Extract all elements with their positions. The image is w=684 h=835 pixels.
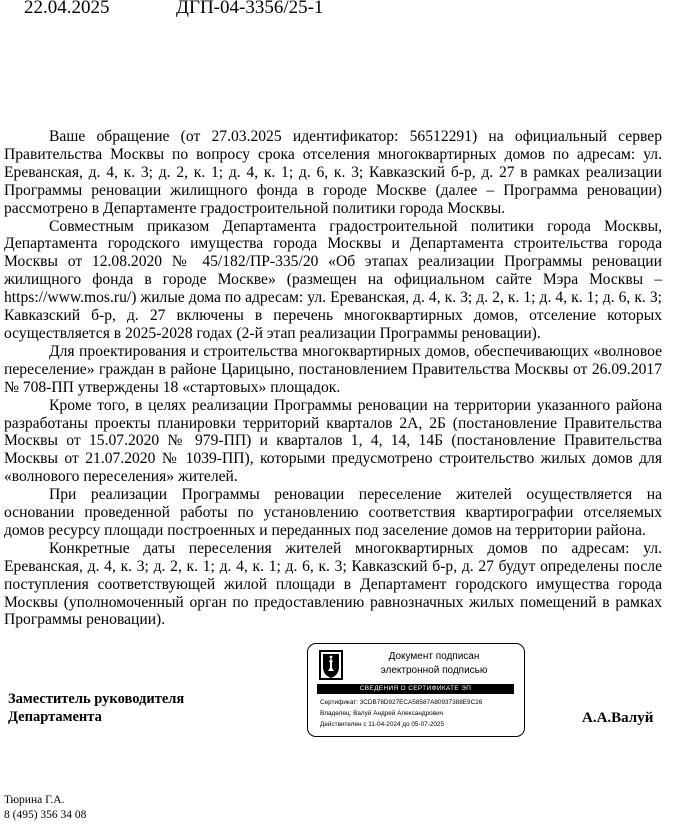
certificate-owner: Владелец: Валуй Андрей Александрович [320, 710, 443, 717]
executor-info [4, 793, 86, 822]
stamp-caption-line: Документ подписан [388, 651, 480, 662]
stamp-caption-line: электронной подписью [380, 665, 488, 676]
certificate-number: Сертификат: 3CDB78D927ECA58587A80937388E9C26 [320, 699, 483, 706]
document-header [24, 0, 324, 19]
certificate-validity: Действителен с 11-04-2024 до 05-07-2025 [320, 721, 445, 728]
electronic-signature-stamp [307, 643, 525, 737]
paragraph: При реализации Программы реновации переселение жителей осуществляется на основании проведенной работы по установлению соответствия квартирографии отселяемых домов ресурсу площади построенных и переданных под заселение домов на территории района. [4, 486, 662, 539]
executor-name: Тюрина Г.А. [4, 794, 65, 806]
signatory-name: А.А.Валуй [582, 710, 654, 726]
paragraph: Для проектирования и строительства многоквартирных домов, обеспечивающих «волновое переселение» граждан в районе Царицыно, постановлением Правительства Москвы от 26.09.2017 № 708-ПП утверждены 18 «стартовых» площадок. [4, 342, 662, 396]
paragraph: Конкретные даты переселения жителей многоквартирных домов по адресам: ул. Ереванская, д. 4, к. 3; д. 2, к. 1; д. 4, к. 1; д. 6, к. 3; Кавказский б-р, д. 27 будут определены после поступления соответствующей жилой площади в Департамент городского имущества города Москвы (уполномоченный орган по предоставлению равнозначных жилых помещений в рамках Программы реновации). [4, 539, 662, 629]
document-date: 22.04.2025 [24, 0, 110, 18]
signatory-title-line: Заместитель руководителя [8, 691, 185, 707]
signatory-title [8, 690, 184, 726]
document-number: ДГП-04-3356/25-1 [176, 0, 324, 18]
moscow-emblem-icon [319, 650, 343, 680]
paragraph: Ваше обращение (от 27.03.2025 идентификатор: 56512291) на официальный сервер Правительства Москвы по вопросу срока отселения многоквартирных домов по адресам: ул. Ереванская, д. 4, к. 3; д. 2, к. 1; д. 4, к. 1; д. 6, к. 3; Кавказский б-р, д. 27 в рамках реализации Программы реновации жилищного фонда в городе Москве (далее – Программа реновации) рассмотрено в Департаменте градостроительной политики города Москвы. [4, 128, 662, 217]
paragraph: Совместным приказом Департамента градостроительной политики города Москвы, Департамента городского имущества города Москвы и Департамента строительства города Москвы от 12.08.2020 № 45/182/ПР-335/20 «Об этапах реализации Программы реновации жилищного фонда в городе Москве» (размещен на официальном сайте Мэра Москвы – https://www.mos.ru/) жилые дома по адресам: ул. Ереванская, д. 4, к. 3; д. 2, к. 1; д. 4, к. 1; д. 6, к. 3; Кавказский б-р, д. 27 включены в перечень многоквартирных домов, отселение которых осуществляется в 2025-2028 годах (2-й этап реализации Программы реновации). [4, 217, 662, 342]
certificate-info-bar: СВЕДЕНИЯ О СЕРТИФИКАТЕ ЭП [317, 684, 514, 694]
paragraph: Кроме того, в целях реализации Программы реновации на территории указанного района разработаны проекты планировки территорий кварталов 2А, 2Б (постановление Правительства Москвы от 15.07.2020 № 979-ПП) и кварталов 1, 4, 14, 14Б (постановление Правительства Москвы от 21.07.2020 № 1039-ПП), которыми предусмотрено строительство жилых домов для «волнового переселения» жителей. [4, 396, 662, 486]
stamp-caption [350, 650, 518, 678]
signatory-title-line: Департамента [8, 709, 102, 725]
letter-body [4, 128, 662, 629]
executor-phone: 8 (495) 356 34 08 [4, 808, 87, 821]
